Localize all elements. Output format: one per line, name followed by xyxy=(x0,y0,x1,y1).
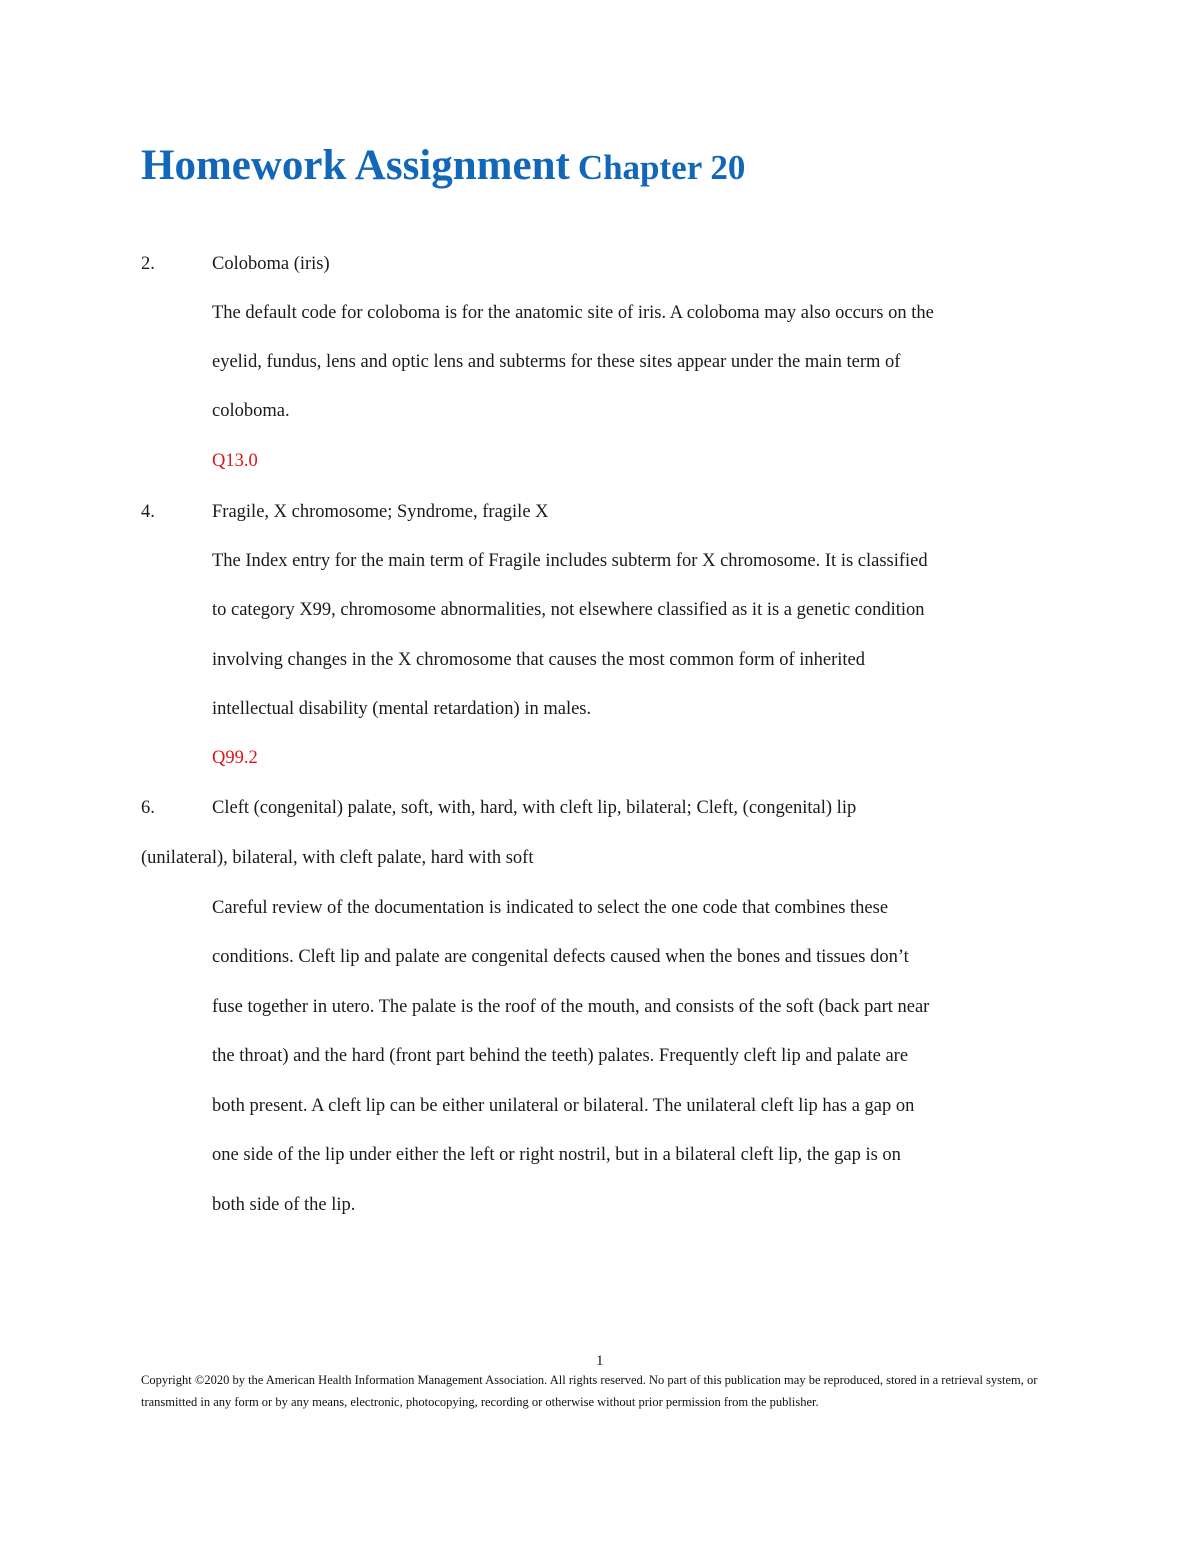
explanation-line: Careful review of the documentation is indicated to select the one code that combines these xyxy=(212,898,889,918)
item-number: 4. xyxy=(141,502,155,522)
page-title xyxy=(141,144,745,187)
item-heading: Cleft (congenital) palate, soft, with, hard, with cleft lip, bilateral; Cleft, (congenital) lip xyxy=(212,798,857,818)
explanation-line: fuse together in utero. The palate is the roof of the mouth, and consists of the soft (back part near xyxy=(212,997,930,1017)
title-main: Homework Assignment xyxy=(141,142,570,189)
explanation-line: both side of the lip. xyxy=(212,1195,356,1215)
item-number: 2. xyxy=(141,254,155,274)
explanation-line: coloboma. xyxy=(212,401,290,421)
explanation-line: eyelid, fundus, lens and optic lens and subterms for these sites appear under the main term of xyxy=(212,352,901,372)
explanation-line: The Index entry for the main term of Fragile includes subterm for X chromosome. It is classified xyxy=(212,551,928,571)
explanation-line: one side of the lip under either the left or right nostril, but in a bilateral cleft lip, the gap is on xyxy=(212,1145,901,1165)
explanation-line: intellectual disability (mental retardation) in males. xyxy=(212,699,592,719)
item-heading-continued: (unilateral), bilateral, with cleft palate, hard with soft xyxy=(141,848,534,868)
explanation-line: the throat) and the hard (front part behind the teeth) palates. Frequently cleft lip and palate are xyxy=(212,1046,909,1066)
explanation-line: to category X99, chromosome abnormalities, not elsewhere classified as it is a genetic condition xyxy=(212,600,925,620)
item-heading: Coloboma (iris) xyxy=(212,254,330,274)
explanation-line: The default code for coloboma is for the anatomic site of iris. A coloboma may also occurs on the xyxy=(212,303,934,323)
page-number: 1 xyxy=(596,1353,604,1369)
item-heading: Fragile, X chromosome; Syndrome, fragile X xyxy=(212,502,549,522)
diagnosis-code: Q99.2 xyxy=(212,748,258,768)
item-number: 6. xyxy=(141,798,155,818)
copyright-notice: Copyright ©2020 by the American Health Information Management Association. All rights reserved. No part of this publication may be reproduced, stored in a retrieval system, or transmitted in any form or by any means, electronic, photocopying, recording or otherwise without prior permission from the publisher. xyxy=(141,1373,1038,1409)
explanation-line: involving changes in the X chromosome that causes the most common form of inherited xyxy=(212,650,866,670)
explanation-line: both present. A cleft lip can be either unilateral or bilateral. The unilateral cleft lip has a gap on xyxy=(212,1096,915,1116)
diagnosis-code: Q13.0 xyxy=(212,451,258,471)
title-chapter: Chapter 20 xyxy=(577,148,746,187)
explanation-line: conditions. Cleft lip and palate are congenital defects caused when the bones and tissues don’t xyxy=(212,947,909,967)
